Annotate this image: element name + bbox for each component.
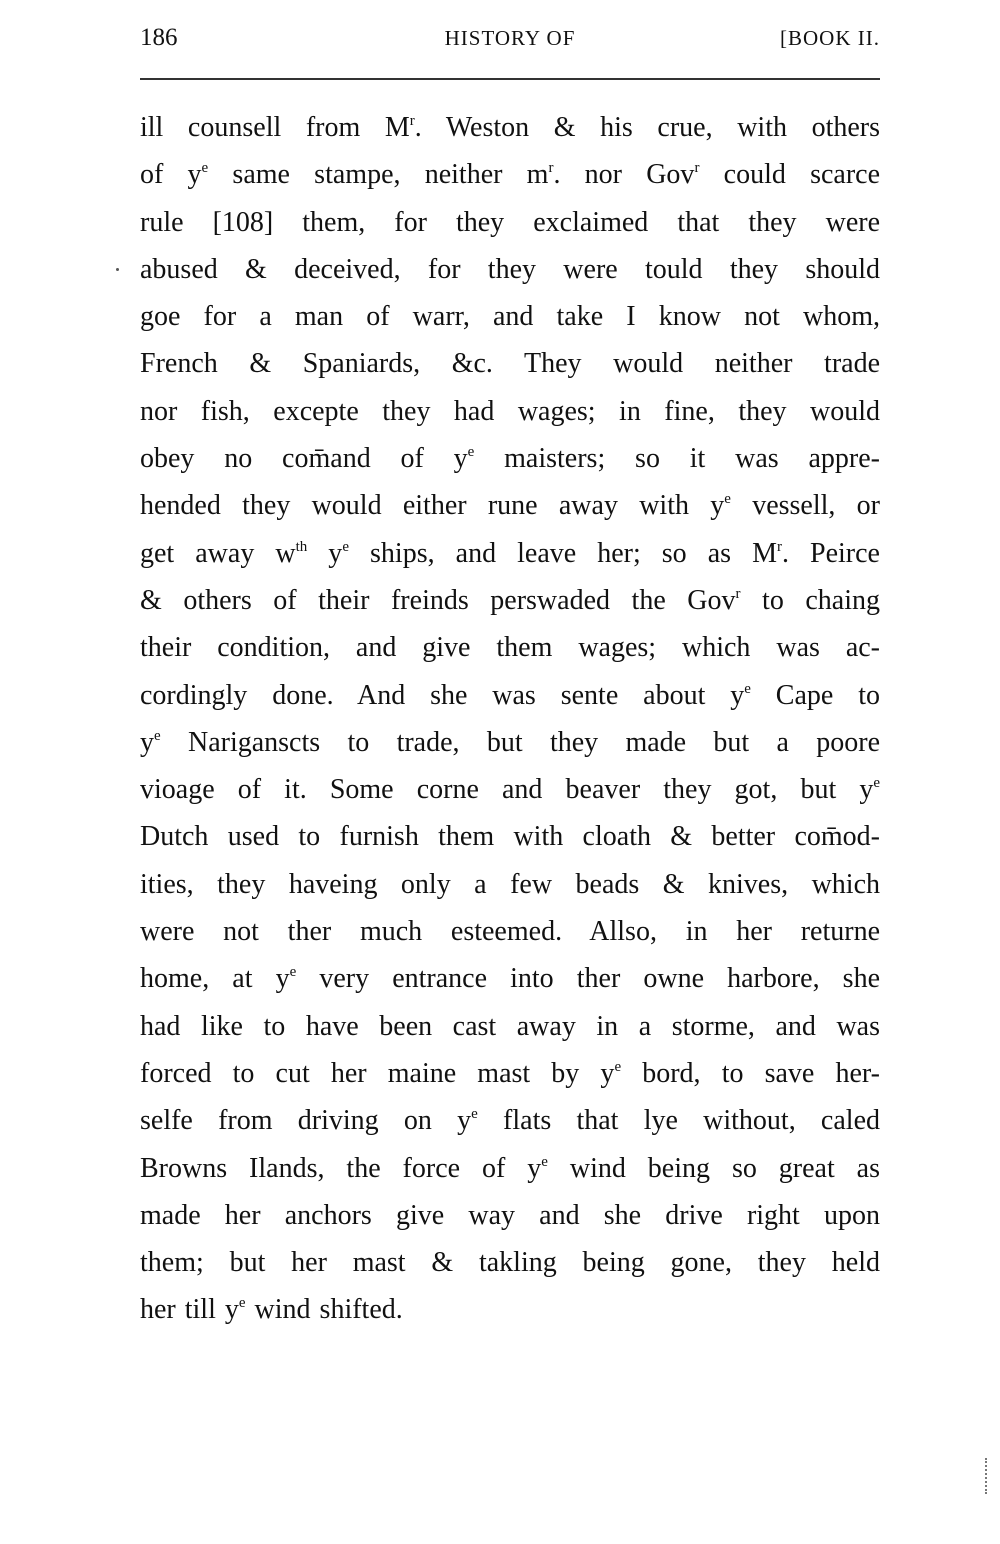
text-run: had like to have been cast away in a storme, and was [140, 1010, 880, 1042]
text-run: French & Spaniards, &c. They would neither trade [140, 348, 880, 380]
text-run: maisters; so it was appre- [474, 443, 881, 475]
superscript: th [295, 538, 308, 555]
superscript: e [744, 680, 751, 697]
superscript: e [873, 775, 880, 792]
text-line [140, 246, 880, 293]
superscript: e [541, 1153, 548, 1170]
text-run: get away w [140, 537, 296, 569]
page-number: 186 [140, 24, 178, 51]
text-run: . Weston & his crue, with others [414, 112, 880, 143]
superscript: r [735, 585, 741, 602]
text-run: & others of their freinds perswaded the Gov [140, 584, 736, 616]
superscript: e [154, 727, 161, 744]
text-line [140, 908, 880, 955]
text-run: cordingly done. And she was sente about y [140, 679, 745, 711]
text-run: home, at y [140, 963, 290, 995]
text-line [140, 672, 880, 719]
text-run: her till y [140, 1294, 239, 1326]
text-line [140, 530, 880, 577]
text-line [140, 1050, 880, 1097]
text-line [140, 1239, 880, 1286]
text-line [140, 766, 880, 813]
text-run: . Peirce [781, 537, 880, 569]
text-line [140, 955, 880, 1002]
text-line [140, 1097, 880, 1144]
superscript: r [548, 160, 554, 177]
text-run: rule [108] them, for they exclaimed that they were [140, 206, 880, 238]
text-line [140, 199, 880, 246]
text-run: wind being so great as [547, 1152, 880, 1184]
book-label: [BOOK II. [780, 26, 880, 50]
text-run: of y [140, 159, 202, 191]
text-line [140, 340, 880, 387]
text-line [140, 1145, 880, 1192]
text-run: ities, they haveing only a few beads & knives, which [140, 868, 880, 900]
text-run: Dutch used to furnish them with cloath & better com̄od- [140, 821, 880, 853]
text-line [140, 388, 880, 435]
text-run: obey no com̄and of y [140, 443, 468, 475]
text-line [140, 719, 880, 766]
superscript: r [409, 113, 415, 129]
text-run: vioage of it. Some corne and beaver they got, but y [140, 774, 874, 806]
superscript: e [201, 160, 209, 177]
superscript: e [238, 1295, 246, 1312]
text-line [140, 435, 880, 482]
text-line [140, 813, 880, 860]
text-run: abused & deceived, for they were tould they should [140, 253, 880, 285]
body-text [140, 104, 880, 1334]
text-run: same stampe, neither m [208, 159, 549, 191]
text-run: their condition, and give them wages; which was ac- [140, 632, 880, 664]
superscript: e [289, 964, 297, 981]
text-run: flats that lye without, caled [477, 1105, 880, 1137]
text-line [140, 104, 880, 151]
text-run: very entrance into ther owne harbore, she [296, 963, 880, 995]
text-line [140, 1003, 880, 1050]
text-run: bord, to save her- [621, 1057, 880, 1089]
text-run: wind shifted. [245, 1294, 403, 1326]
superscript: e [342, 538, 349, 555]
text-run: ill counsell from M [140, 112, 410, 143]
running-header [140, 24, 880, 60]
text-run: selfe from driving on y [140, 1105, 472, 1137]
text-run: were not ther much esteemed. Allso, in her returne [140, 916, 880, 948]
text-run: them; but her mast & takling being gone, they held [140, 1247, 880, 1279]
scan-speck [116, 268, 119, 271]
text-line [140, 1286, 880, 1333]
superscript: e [614, 1058, 622, 1075]
text-run: to chaing [740, 584, 881, 616]
superscript: e [724, 491, 731, 508]
text-run: goe for a man of warr, and take I know not whom, [140, 301, 880, 333]
text-line [140, 577, 880, 624]
text-run: Nariganscts to trade, but they made but a poore [160, 726, 880, 758]
text-run: Browns Ilands, the force of y [140, 1152, 542, 1184]
text-line [140, 151, 880, 198]
running-title: HISTORY OF [444, 26, 576, 50]
header-rule [140, 78, 880, 80]
text-run: y [140, 726, 154, 758]
text-run: Cape to [750, 679, 880, 711]
text-run: made her anchors give way and she drive right upon [140, 1199, 880, 1231]
text-run: y [307, 537, 343, 569]
superscript: e [471, 1106, 478, 1123]
text-run: hended they would either rune away with y [140, 490, 725, 522]
text-line [140, 293, 880, 340]
superscript: r [694, 160, 700, 177]
text-run: ships, and leave her; so as M [348, 537, 777, 569]
scan-edge-mark [985, 1458, 987, 1494]
text-run: vessell, or [730, 490, 880, 522]
text-line [140, 861, 880, 908]
text-line [140, 482, 880, 529]
text-run: nor fish, excepte they had wages; in fine, they would [140, 395, 880, 427]
superscript: r [776, 538, 782, 555]
text-run: could scarce [699, 159, 881, 191]
superscript: e [467, 444, 475, 461]
text-run: . nor Gov [553, 159, 695, 191]
text-run: forced to cut her maine mast by y [140, 1057, 615, 1089]
text-line [140, 1192, 880, 1239]
text-line [140, 624, 880, 671]
